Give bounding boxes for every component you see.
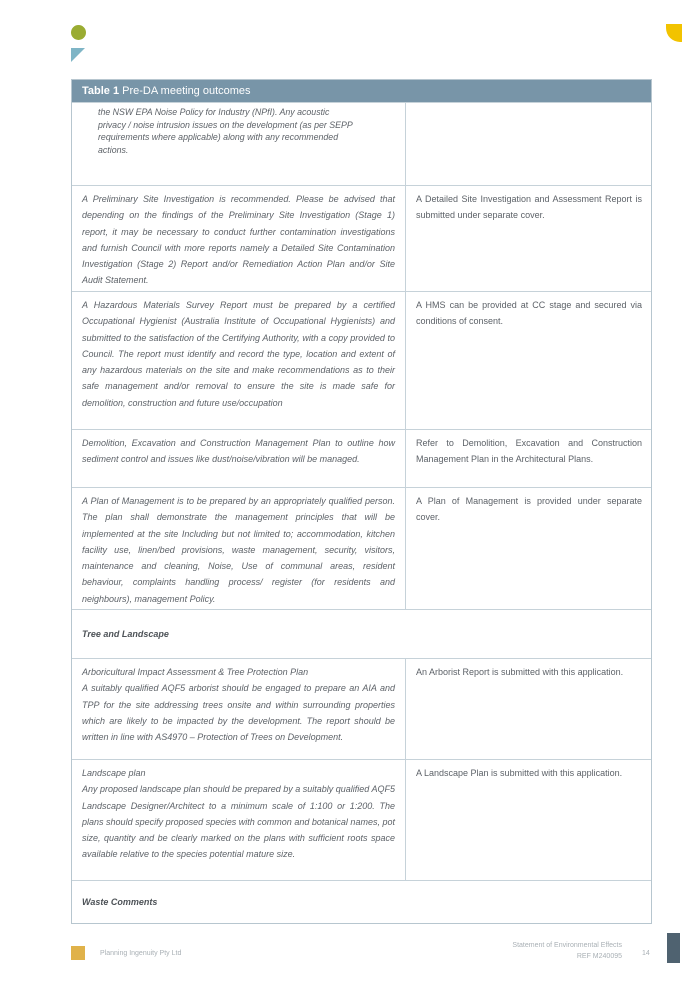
- logo-triangle-icon: [71, 48, 85, 62]
- logo-circle-icon: [71, 25, 86, 40]
- response-cell: A HMS can be provided at CC stage and secured via conditions of consent.: [416, 300, 642, 327]
- comment-heading: Landscape plan: [82, 768, 146, 778]
- continued-cell: [72, 103, 406, 185]
- table-row: [72, 291, 651, 429]
- table-caption-label: Table 1: [82, 85, 120, 97]
- table-row: [72, 658, 651, 759]
- comment-text: Any proposed landscape plan should be prepared by a suitably qualified AQF5 Landscape Designer/Architect to a minimum scale of 1:100 or 1:200. The plans should specify proposed species with common and botanical names, pot size, quantity and be clearly marked on the plans with sufficient roots space available relative to the species potential mature size.: [82, 784, 395, 860]
- footer-ref: REF M240095: [576, 953, 622, 960]
- comment-cell: A Preliminary Site Investigation is recommended. Please be advised that depending on the findings of the Preliminary Site Investigation (Stage 1) report, it may be necessary to conduct further contamination investigations and furnish Council with more reports namely a Detailed Site Contamination Investigation (Stage 2) Report and/or Remediation Action Plan and/or Site Audit Statement.: [72, 186, 406, 291]
- comment-cell: [72, 760, 406, 880]
- footer-doc-info: [512, 940, 622, 962]
- table-caption-title: Pre-DA meeting outcomes: [122, 85, 251, 97]
- response-cell: [406, 103, 651, 185]
- footer-doc-title: Statement of Environmental Effects: [512, 942, 622, 949]
- footer-logo-icon: [71, 946, 85, 960]
- response-cell: Refer to Demolition, Excavation and Construction Management Plan in the Architectural Plans.: [416, 438, 642, 465]
- continued-line: actions.: [98, 144, 129, 155]
- table-row: [72, 487, 651, 609]
- table-caption: [72, 80, 651, 102]
- footer-company: Planning Ingenuity Pty Ltd: [100, 950, 182, 957]
- table-row: [72, 759, 651, 880]
- page-number: 14: [642, 950, 650, 957]
- response-cell: A Plan of Management is provided under separate cover.: [416, 496, 642, 523]
- section-heading-waste: [72, 880, 651, 923]
- table-row: [72, 429, 651, 487]
- section-title: Tree and Landscape: [82, 629, 169, 639]
- comment-cell: Demolition, Excavation and Construction Management Plan to outline how sediment control and issues like dust/noise/vibration will be managed.: [72, 430, 406, 487]
- footer-accent-bar: [667, 933, 680, 963]
- continued-line: privacy / noise intrusion issues on the development (as per SEPP: [98, 119, 353, 130]
- comment-cell: [72, 659, 406, 759]
- continued-line: requirements where applicable) along with any recommended: [98, 132, 339, 142]
- response-cell: A Detailed Site Investigation and Assessment Report is submitted under separate cover.: [416, 194, 642, 221]
- table-row: [72, 102, 651, 185]
- comment-cell: A Plan of Management is to be prepared by an appropriately qualified person. The plan shall demonstrate the management principles that will be implemented at the site Including but not limited to; accommodation, kitchen facility use, linen/bed provisions, waste management, security, visitors, maintenance and cleaning, Noise, Use of communal areas, resident behaviour, complaints handling process/ register (for residents and neighbours), management Policy.: [72, 488, 406, 609]
- response-cell: An Arborist Report is submitted with this application.: [416, 667, 624, 677]
- table-row: [72, 185, 651, 291]
- pre-da-outcomes-table: [71, 79, 652, 924]
- comment-heading: Arboricultural Impact Assessment & Tree Protection Plan: [82, 667, 309, 677]
- section-heading-tree-landscape: [72, 609, 651, 658]
- continued-line: the NSW EPA Noise Policy for Industry (NPfI). Any acoustic: [98, 107, 330, 117]
- corner-accent-icon: [666, 24, 682, 42]
- comment-cell: A Hazardous Materials Survey Report must be prepared by a certified Occupational Hygienist (Australia Institute of Occupational Hygienists) and submitted to the satisfaction of the Certifying Authority, with a copy provided to Council. The report must identify and record the type, location and extent of any hazardous materials on the site and make recommendations as to their safe management and/or removal to ensure the site is made safe for demolition, construction and future use/occupation: [72, 292, 406, 429]
- section-title: Waste Comments: [82, 897, 158, 907]
- comment-text: A suitably qualified AQF5 arborist should be engaged to prepare an AIA and TPP for the site addressing trees onsite and within surrounding properties which are likely to be impacted by the development. The report should be written in line with AS4970 – Protection of Trees on Development.: [82, 683, 395, 743]
- response-cell: A Landscape Plan is submitted with this application.: [416, 768, 623, 778]
